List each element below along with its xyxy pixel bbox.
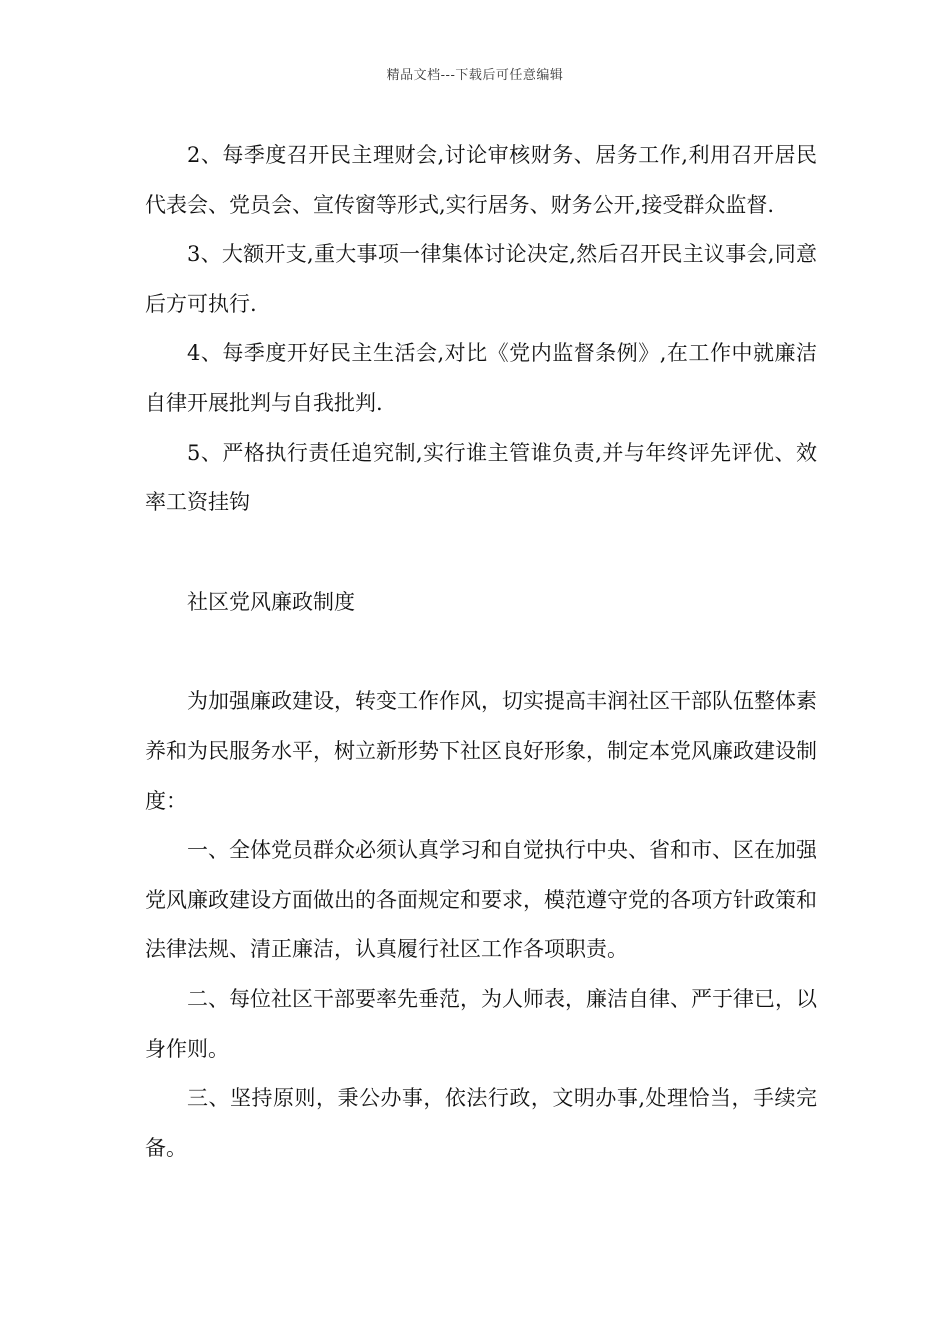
paragraph-item-4: 4、每季度开好民主生活会,对比《党内监督条例》,在工作中就廉洁自律开展批判与自我批判. — [145, 341, 817, 415]
section-spacer — [145, 528, 817, 578]
rule-paragraph-1: 一、全体党员群众必须认真学习和自觉执行中央、省和市、区在加强党风廉政建设方面做出的各面规定和要求，模范遵守党的各项方针政策和法律法规、清正廉洁，认真履行社区工作各项职责。 — [145, 838, 817, 962]
rule-paragraph-3: 三、坚持原则，秉公办事，依法行政，文明办事,处理恰当，手续完备。 — [145, 1086, 817, 1160]
section-title: 社区党风廉政制度 — [187, 589, 355, 614]
intro-paragraph: 为加强廉政建设，转变工作作风，切实提高丰润社区干部队伍整体素养和为民服务水平，树立新形势下社区良好形象，制定本党风廉政建设制度： — [145, 689, 817, 813]
paragraph-item-3: 3、大额开支,重大事项一律集体讨论决定,然后召开民主议事会,同意后方可执行. — [145, 242, 817, 316]
title-spacer — [145, 627, 817, 677]
page-header: 精品文档---下载后可任意编辑 — [386, 68, 564, 83]
paragraph-item-2: 2、每季度召开民主理财会,讨论审核财务、居务工作,利用召开居民代表会、党员会、宣传窗等形式,实行居务、财务公开,接受群众监督. — [145, 143, 817, 217]
paragraph-item-5: 5、严格执行责任追究制,实行谁主管谁负责,并与年终评先评优、效率工资挂钩 — [145, 440, 817, 515]
document-body — [145, 131, 817, 1173]
rule-paragraph-2: 二、每位社区干部要率先垂范，为人师表，廉洁自律、严于律已，以身作则。 — [145, 986, 817, 1061]
